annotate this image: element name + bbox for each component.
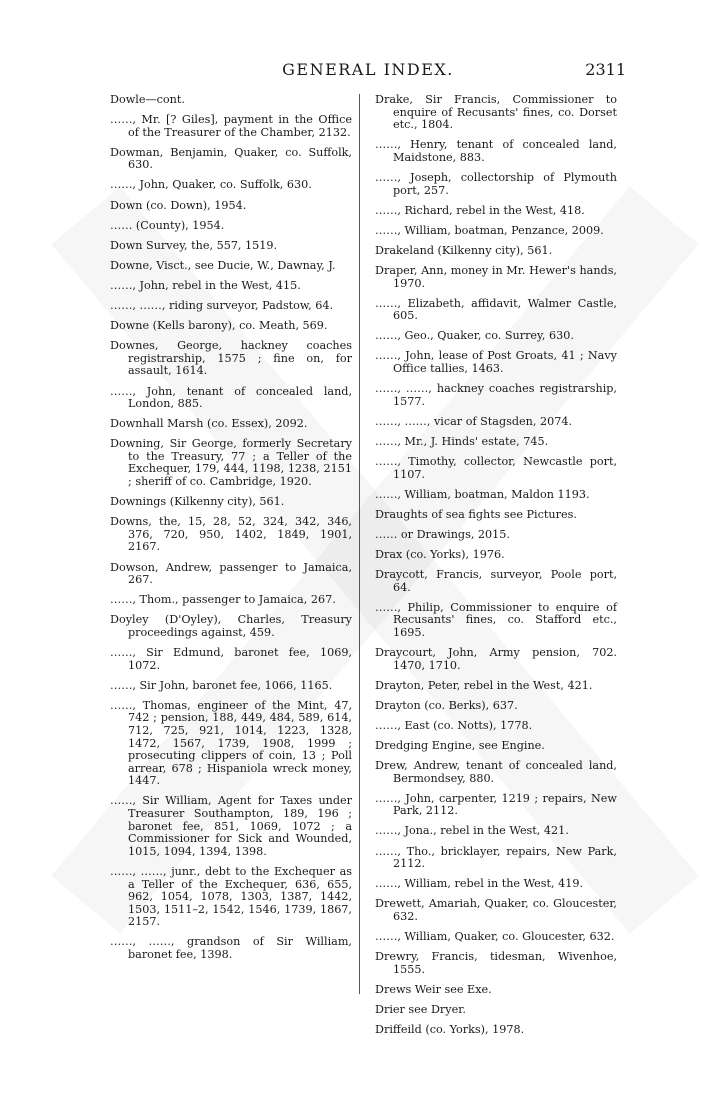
index-entry: ……, John, carpenter, 1219 ; repairs, New Park, 2112. (375, 791, 617, 818)
index-entry: ……, ……, riding surveyor, Padstow, 64. (110, 299, 334, 313)
index-entry: Drakeland (Kilkenny city), 561. (375, 243, 553, 257)
index-entry: Downe (Kells barony), co. Meath, 569. (110, 319, 328, 333)
index-entry: ……, Henry, tenant of concealed land, Maidstone, 883. (375, 138, 617, 164)
index-entry: ……, Timothy, collector, Newcastle port, 1107. (375, 454, 617, 481)
index-entry: Dowson, Andrew, passenger to Jamaica, 267. (110, 560, 352, 587)
index-entry: ……, Sir William, Agent for Taxes under Treasurer Southampton, 189, 196 ; baronet fee, 851, 1069, 1072 ; a Commissioner for Sick and Wounded, 1015, 1094, 1394, 1398. (110, 794, 352, 858)
index-entry: Drewett, Amariah, Quaker, co. Gloucester, 632. (375, 897, 617, 923)
index-entry: Drewry, Francis, tidesman, Wivenhoe, 1555. (375, 950, 617, 976)
index-entry: Dowle—cont. (110, 93, 185, 106)
index-entry: ……, William, boatman, Maldon 1193. (375, 487, 590, 501)
index-entry: Doyley (D'Oyley), Charles, Treasury proceedings against, 459. (110, 613, 352, 639)
index-entry: …… (County), 1954. (110, 218, 225, 232)
index-entry: Downes, George, hackney coaches registrarship, 1575 ; fine on, for assault, 1614. (110, 339, 352, 378)
index-entry: ……, John, tenant of concealed land, London, 885. (110, 384, 352, 411)
index-entry: Drake, Sir Francis, Commissioner to enquire of Recusants' fines, co. Dorset etc., 1804. (375, 93, 617, 132)
index-entry: ……, ……, grandson of Sir William, baronet fee, 1398. (110, 935, 352, 961)
index-entry: Downs, the, 15, 28, 52, 324, 342, 346, 376, 720, 950, 1402, 1849, 1901, 2167. (110, 515, 352, 554)
index-entry: ……, John, rebel in the West, 415. (110, 278, 301, 292)
index-entry: Draper, Ann, money in Mr. Hewer's hands, 1970. (375, 263, 617, 290)
index-entry: ……, William, Quaker, co. Gloucester, 632. (375, 930, 615, 943)
index-entry: ……, Elizabeth, affidavit, Walmer Castle, 605. (375, 296, 617, 323)
index-entry: ……, ……, hackney coaches registrarship, 1577. (375, 382, 617, 408)
index-entry: …… or Drawings, 2015. (375, 527, 510, 541)
index-entry: ……, John, Quaker, co. Suffolk, 630. (110, 178, 312, 192)
index-entry: Dowman, Benjamin, Quaker, co. Suffolk, 630. (110, 145, 352, 172)
index-entry: ……, William, rebel in the West, 419. (375, 877, 584, 891)
page-header (110, 60, 626, 82)
index-entry: ……, Sir Edmund, baronet fee, 1069, 1072. (110, 646, 352, 672)
index-entry: ……, Sir John, baronet fee, 1066, 1165. (110, 678, 333, 692)
index-entry: ……, East (co. Notts), 1778. (375, 718, 533, 732)
index-entry: ……, Philip, Commissioner to enquire of Recusants' fines, co. Stafford etc., 1695. (375, 600, 617, 639)
index-entry: ……, William, boatman, Penzance, 2009. (375, 223, 604, 237)
index-entry: Downings (Kilkenny city), 561. (110, 495, 285, 509)
index-entry: Drayton (co. Berks), 637. (375, 698, 518, 712)
index-entry: ……, Joseph, collectorship of Plymouth port, 257. (375, 170, 617, 197)
index-entry: Drax (co. Yorks), 1976. (375, 547, 505, 561)
index-entry: ……, Jona., rebel in the West, 421. (375, 824, 569, 838)
index-entry: Downe, Visct., see Ducie, W., Dawnay, J. (110, 258, 336, 272)
index-entry: ……, Thomas, engineer of the Mint, 47, 742 ; pension, 188, 449, 484, 589, 614, 712, 725, 921, 1014, 1223, 1328, 1472, 1567, 1739, 1908, 1999 ; prosecuting clippers of coin, 13 ; Poll arrear, 678 ; Hispaniola wreck money, 1447. (110, 698, 352, 788)
index-entry: ……, Thom., passenger to Jamaica, 267. (110, 593, 336, 607)
index-entry: Drews Weir see Exe. (375, 982, 492, 996)
index-entry: Draycourt, John, Army pension, 702. 1470, 1710. (375, 646, 617, 672)
index-entry: ……, Mr., J. Hinds' estate, 745. (375, 434, 549, 448)
index-entry: Downing, Sir George, formerly Secretary to the Treasury, 77 ; a Teller of the Exchequer, 179, 444, 1198, 1238, 2151 ; sheriff of co. Cambridge, 1920. (110, 437, 352, 489)
index-entry: ……, Mr. [? Giles], payment in the Office of the Treasurer of the Chamber, 2132. (110, 113, 352, 139)
index-entry: ……, Richard, rebel in the West, 418. (375, 203, 585, 217)
index-entry: Draughts of sea fights see Pictures. (375, 507, 577, 521)
index-entry: Draycott, Francis, surveyor, Poole port, 64. (375, 568, 617, 594)
page-number: 2311 (585, 60, 626, 79)
page-title: GENERAL INDEX. (282, 60, 454, 79)
index-entry: ……, ……, junr., debt to the Exchequer as a Teller of the Exchequer, 636, 655, 962, 1054, 1078, 1303, 1387, 1442, 1503, 1511–2, 1542, 1546, 1739, 1867, 2157. (110, 864, 352, 929)
index-column-left (110, 94, 352, 969)
index-entry: Driffeild (co. Yorks), 1978. (375, 1022, 525, 1036)
index-entry: Drayton, Peter, rebel in the West, 421. (375, 678, 593, 692)
index-entry: ……, ……, vicar of Stagsden, 2074. (375, 414, 573, 428)
index-entry: Down (co. Down), 1954. (110, 198, 247, 212)
column-divider (359, 94, 360, 994)
index-entry: Drew, Andrew, tenant of concealed land, Bermondsey, 880. (375, 759, 617, 785)
index-entry: Downhall Marsh (co. Essex), 2092. (110, 417, 308, 431)
index-entry: Drier see Dryer. (375, 1002, 466, 1016)
index-entry: Dredging Engine, see Engine. (375, 738, 545, 752)
index-column-right (375, 94, 617, 1044)
index-entry: ……, Tho., bricklayer, repairs, New Park, 2112. (375, 844, 617, 871)
index-entry: ……, John, lease of Post Groats, 41 ; Navy Office tallies, 1463. (375, 349, 617, 375)
index-entry: ……, Geo., Quaker, co. Surrey, 630. (375, 329, 574, 343)
index-entry: Down Survey, the, 557, 1519. (110, 238, 278, 252)
